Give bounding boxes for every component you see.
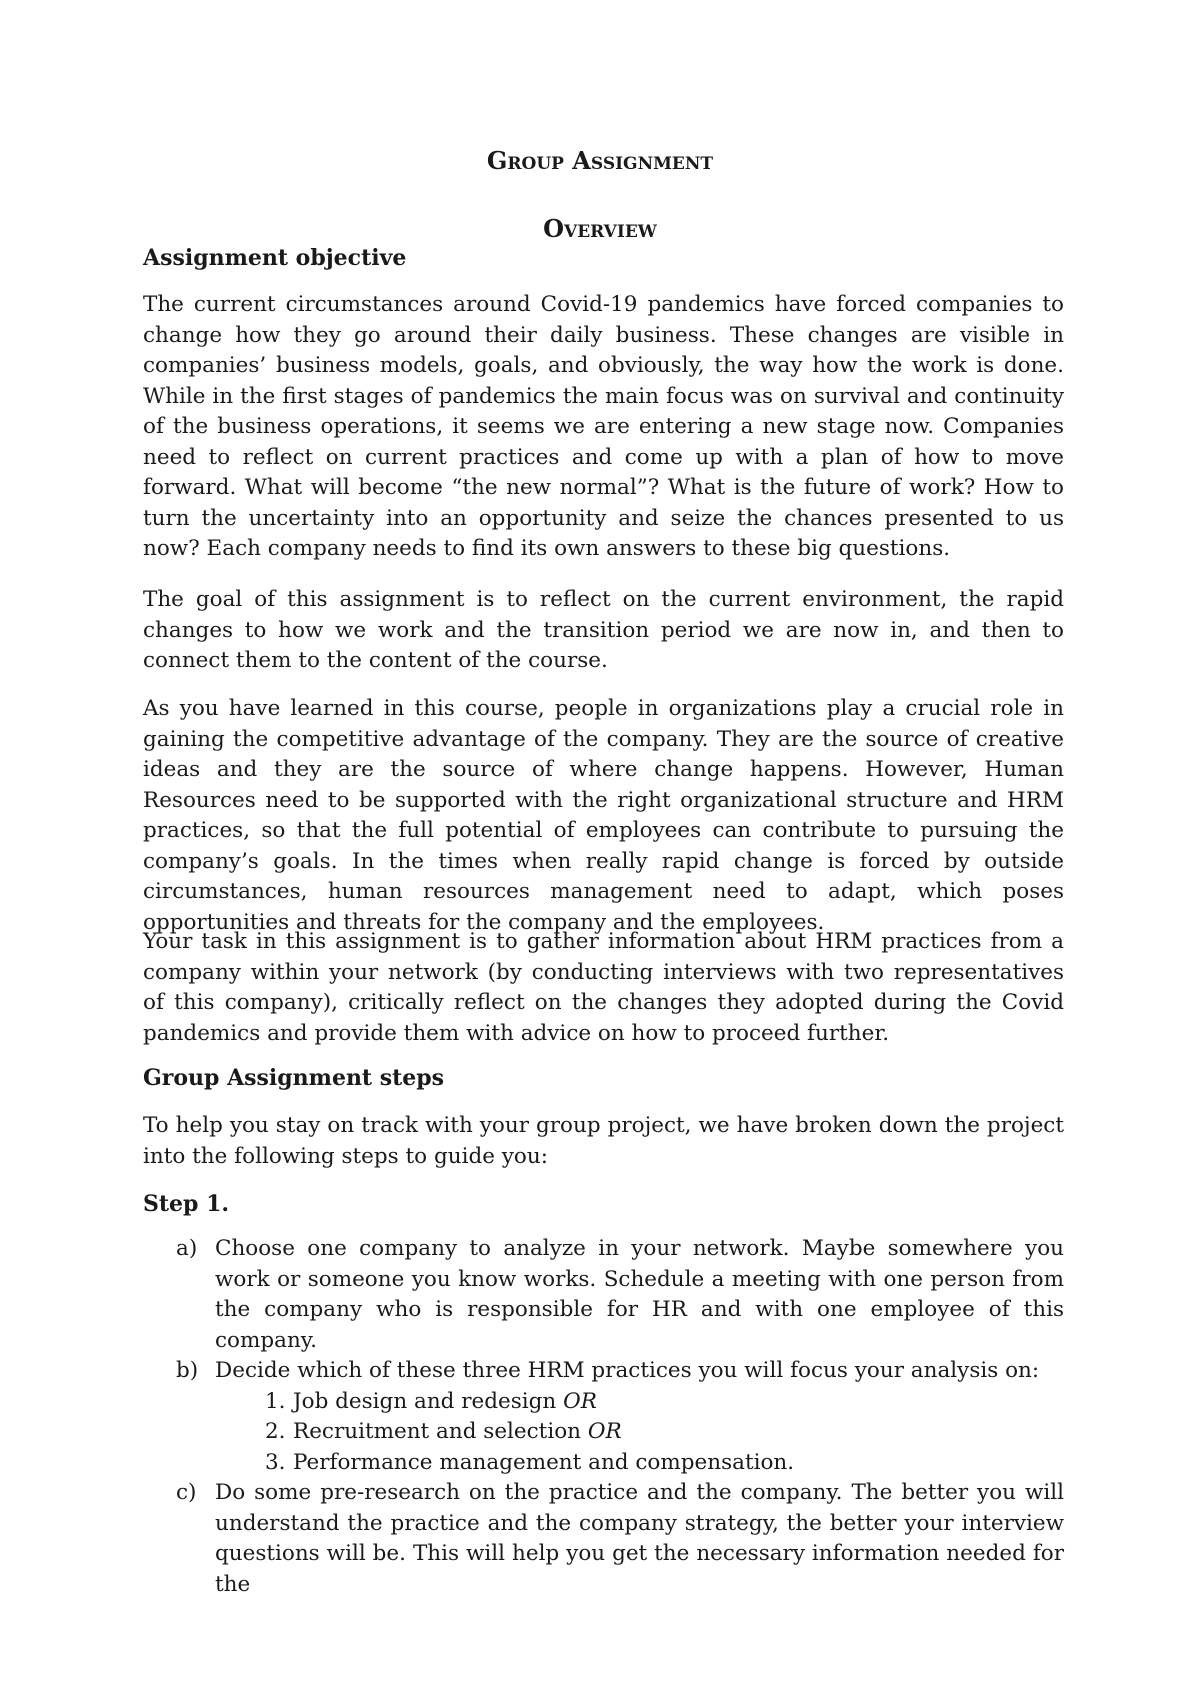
list-item-text: Decide which of these three HRM practices you will focus your analysis on: — [215, 1358, 1040, 1383]
paragraph-task: Your task in this assignment is to gather information about HRM practices from a company within your network (by conducting interviews with two representatives of this company), critically reflect on the changes they adopted during the Covid pandemics and provide them with advice on how to proceed further. — [143, 929, 1064, 1046]
practice-text: Job design and redesign — [293, 1388, 557, 1414]
list-item — [143, 1356, 1064, 1478]
heading-assignment-objective: Assignment objective — [143, 245, 407, 271]
paragraph-circumstances: The current circumstances around Covid-19 pandemics have forced companies to change how they go around their daily business. These changes are visible in companies’ business models, goals, and obviously, the way how the work is done. While in the first stages of pandemics the main focus was on survival and continuity of the business operations, it seems we are entering a new stage now. Companies need to reflect on current practices and come up with a plan of how to move forward. What will become “the new normal”? What is the future of work? How to turn the uncertainty into an opportunity and seize the chances presented to us now? Each company needs to find its own answers to these big questions. — [143, 292, 1064, 561]
practice-text: Recruitment and selection — [293, 1419, 581, 1444]
heading-step-1: Step 1. — [143, 1191, 230, 1217]
practice-number: 1. — [265, 1388, 286, 1414]
practice-item — [215, 1417, 1064, 1448]
list-marker: c) — [176, 1480, 197, 1505]
practice-number: 2. — [265, 1419, 286, 1444]
document-title: Group Assignment — [486, 146, 714, 175]
paragraph-goal: The goal of this assignment is to reflect on the current environment, the rapid changes to how we work and the transition period we are now in, and then to connect them to the content of the course. — [143, 587, 1064, 673]
list-marker: a) — [176, 1236, 198, 1261]
practice-item — [215, 1448, 1064, 1479]
section-title-overview: Overview — [543, 214, 657, 243]
practices-list — [215, 1387, 1064, 1479]
list-item — [143, 1478, 1064, 1600]
list-marker: b) — [176, 1358, 199, 1383]
practice-connector: OR — [563, 1388, 597, 1414]
list-item-text: Do some pre-research on the practice and the company. The better you will understand the practice and the company strategy, the better your interview questions will be. This will help you get the necessary information needed for the — [215, 1480, 1064, 1597]
paragraph-people-role: As you have learned in this course, people in organizations play a crucial role in gaining the competitive advantage of the company. They are the source of creative ideas and they are the source of where change happens. However, Human Resources need to be supported with the right organizational structure and HRM practices, so that the full potential of employees can contribute to pursuing the company’s goals. In the times when really rapid change is forced by outside circumstances, human resources management need to adapt, which poses opportunities and threats for the company and the employees. — [143, 696, 1064, 935]
list-item-text: Choose one company to analyze in your network. Maybe somewhere you work or someone you know works. Schedule a meeting with one person from the company who is responsible for HR and with one employee of this company. — [215, 1236, 1064, 1353]
practice-text: Performance management and compensation. — [293, 1449, 795, 1475]
heading-group-assignment-steps: Group Assignment steps — [143, 1065, 445, 1091]
step1-list — [143, 1234, 1064, 1600]
practice-connector: OR — [587, 1419, 622, 1444]
practice-number: 3. — [265, 1449, 286, 1475]
paragraph-steps-intro: To help you stay on track with your group project, we have broken down the project into the following steps to guide you: — [143, 1113, 1064, 1169]
practice-item — [215, 1387, 1064, 1418]
list-item — [143, 1234, 1064, 1356]
